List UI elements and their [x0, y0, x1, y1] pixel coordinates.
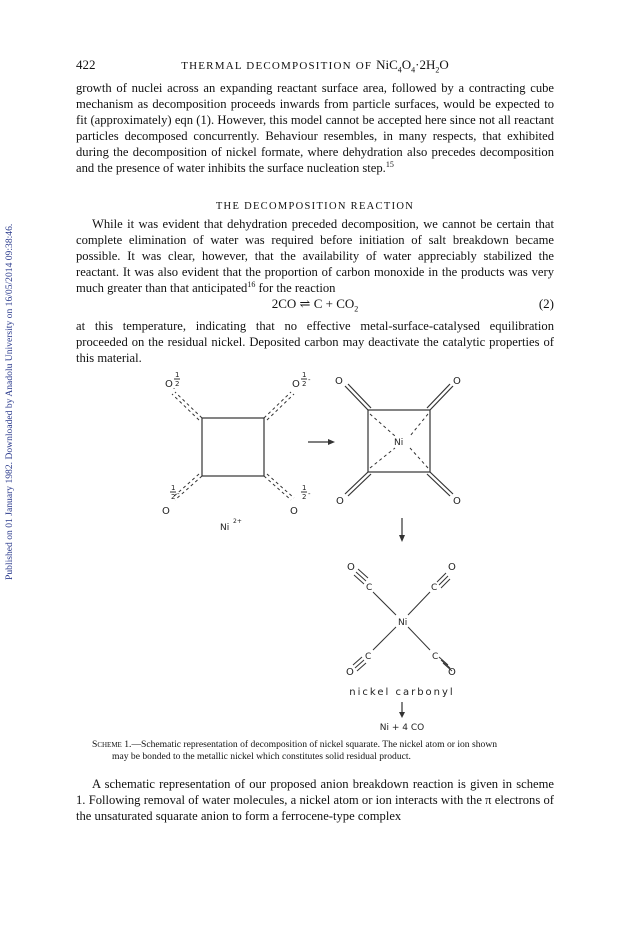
download-watermark-text: Published on 01 January 1982. Downloaded by Anadolu University on 16/05/2014 09:38:46. [4, 223, 15, 580]
running-title-prefix: THERMAL DECOMPOSITION OF [181, 60, 377, 72]
svg-text:O: O [453, 496, 461, 507]
paragraph-dehydration: While it was evident that dehydration preceded decomposition, we cannot be certain that complete elimination of water was required before initiation of salt breakdown became possible. It was clear, however, that the availability of water appreciably stabilized the reactant. It was also evident that the proportion of carbon monoxide in the products was very much greater than that anticipated$^{16}$ for the reaction [76, 217, 554, 295]
caption-text: —Schematic representation of decomposition of nickel squarate. The nickel atom or ion shown [131, 739, 498, 750]
svg-text:C: C [431, 583, 438, 593]
svg-text:1: 1 [175, 372, 180, 379]
carbonyl-nickel: Ni [398, 618, 408, 628]
svg-text:O: O [448, 562, 456, 573]
page-number: 422 [76, 57, 96, 72]
svg-text:C: C [365, 652, 372, 662]
caption-label: Scheme 1. [92, 739, 132, 750]
nickel-carbonyl [346, 562, 456, 698]
download-watermark [4, 160, 16, 580]
running-title [76, 57, 554, 73]
svg-text:1: 1 [171, 484, 176, 492]
svg-text:1: 1 [302, 484, 307, 492]
caption-text-continued: may be bonded to the metallic nickel which constitutes solid residual product. [112, 751, 411, 762]
svg-text:O: O [335, 376, 343, 387]
svg-text:C: C [432, 652, 439, 662]
squarate-ring [202, 418, 264, 476]
squarate-anion [162, 372, 311, 533]
svg-text:2: 2 [171, 493, 176, 501]
oxygen-top-right: O [292, 379, 300, 390]
running-title-formula: $NiC_4O_4\cdot 2H_2O$ [376, 57, 449, 75]
reference-16: 16 [247, 279, 256, 289]
paragraph-nucleation: growth of nuclei across an expanding reactant surface area, followed by a contracting cube mechanism as decomposition proceeds inwards from particle surfaces, would be expected to fit (approximately) eqn (1). However, this model cannot be accepted here since not all reactant particles decomposed concurrently. Behaviour resembles, in many respects, that exhibited during the decomposition of nickel formate, where dehydration also precedes decomposition and the presence of water inhibits the surface nucleation step.$^{15}$ [76, 81, 554, 175]
svg-text:2: 2 [175, 380, 180, 388]
paragraph-equilibration: at this temperature, indicating that no effective metal-surface-catalysed equilibration proceeded on the residual nickel. Deposited carbon may deactivate the catalytic properties of this material. [76, 319, 554, 365]
svg-text:C: C [366, 583, 373, 593]
svg-text:-: - [177, 490, 180, 498]
complex-nickel: Ni [394, 438, 404, 448]
decomposition-products: Ni + 4 CO [379, 723, 425, 732]
svg-text:-: - [173, 385, 176, 392]
section-heading: THE DECOMPOSITION REACTION [215, 201, 415, 212]
svg-text:2: 2 [302, 380, 307, 388]
svg-text:O: O [347, 562, 355, 573]
reaction-scheme [140, 372, 500, 732]
reference-15: 15 [385, 159, 394, 169]
oxygen-bottom-left: O [162, 506, 170, 517]
svg-text:1: 1 [302, 372, 307, 379]
svg-text:O: O [453, 376, 461, 387]
nickel-squarate-complex [335, 376, 461, 507]
svg-text:O: O [336, 496, 344, 507]
svg-text:2: 2 [302, 493, 307, 501]
arrow-to-carbonyl [399, 518, 405, 542]
oxygen-top-left: O [165, 379, 173, 390]
paragraph-scheme-description: A schematic representation of our proposed anion breakdown reaction is given in scheme 1. Following removal of water molecules, a nickel atom or ion interacts with the π electrons of the unsaturated squarate anion to form a ferrocene-type complex [76, 777, 554, 823]
nickel-ion: Ni [220, 523, 230, 533]
nickel-carbonyl-label: nickel carbonyl [349, 687, 455, 698]
equation-number: (2) [538, 296, 554, 311]
svg-text:O: O [346, 667, 354, 678]
oxygen-bottom-right: O [290, 506, 298, 517]
svg-text:O: O [448, 667, 456, 678]
arrow-to-complex [308, 439, 335, 445]
svg-text:-: - [308, 376, 311, 384]
equation-2 [76, 296, 554, 314]
svg-text:-: - [308, 490, 311, 498]
svg-text:2+: 2+ [233, 518, 242, 525]
running-header [76, 57, 554, 77]
arrow-to-products [399, 702, 405, 718]
equation-body: 2CO ⇌ $C + CO_2$ [271, 296, 359, 314]
scheme-caption [92, 739, 544, 763]
